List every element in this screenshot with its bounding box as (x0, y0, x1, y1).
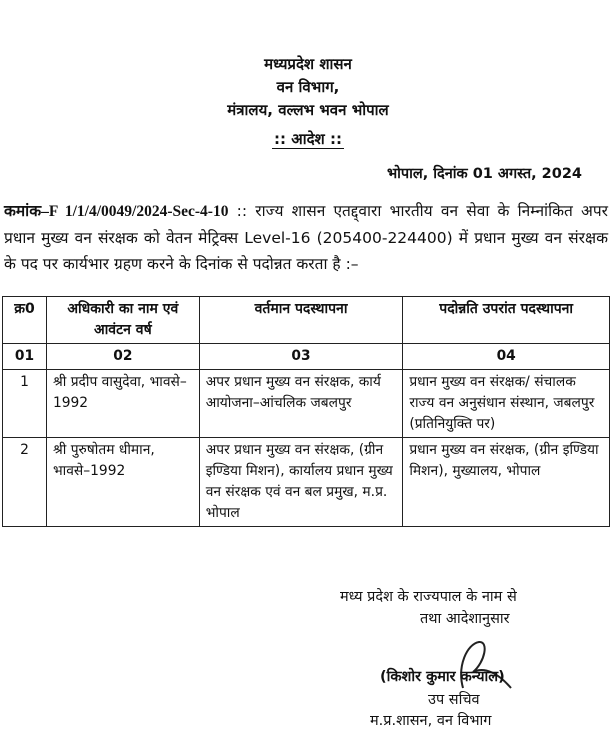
signature-order-line: तथा आदेशानुसार (420, 611, 510, 627)
row-current-posting: अपर प्रधान मुख्य वन संरक्षक, कार्य आयोजना–आंचलिक जबलपुर (199, 370, 403, 438)
table-number-row (3, 344, 610, 370)
table-row (3, 370, 610, 438)
row-promoted-posting: प्रधान मुख्य वन संरक्षक, (ग्रीन इण्डिया मिशन), मुख्यालय, भोपाल (403, 438, 610, 527)
header-line-government: मध्यप्रदेश शासन (264, 55, 352, 73)
order-title (0, 129, 616, 149)
col-number: 01 (3, 344, 47, 370)
row-current-posting: अपर प्रधान मुख्य वन संरक्षक, (ग्रीन इण्डिया मिशन), कार्यालय प्रधान मुख्य वन संरक्षक एवं वन बल प्रमुख, म.प्र. भोपाल (199, 438, 403, 527)
row-promoted-posting: प्रधान मुख्य वन संरक्षक/ संचालक राज्य वन अनुसंधान संस्थान, जबलपुर (प्रतिनियुक्ति पर) (403, 370, 610, 438)
row-officer-name: श्री प्रदीप वासुदेवा, भावसे–1992 (46, 370, 199, 438)
signature-authority-line: मध्य प्रदेश के राज्यपाल के नाम से (340, 589, 517, 605)
header-current-posting: वर्तमान पदस्थापना (199, 297, 403, 344)
order-paragraph (4, 198, 608, 277)
order-title-text: :: आदेश :: (274, 130, 342, 148)
signatory-name: (किशोर कुमार कन्याल) (380, 669, 505, 685)
col-number: 04 (403, 344, 610, 370)
row-serial: 1 (3, 370, 47, 438)
order-number: कमांक–F 1/1/4/0049/2024-Sec-4-10 (4, 203, 229, 220)
order-date: भोपाल, दिनांक 01 अगस्त, 2024 (386, 166, 582, 182)
table-row (3, 438, 610, 527)
row-officer-name: श्री पुरुषोतम धीमान, भावसे–1992 (46, 438, 199, 527)
row-serial: 2 (3, 438, 47, 527)
header-line-address: मंत्रालय, वल्लभ भवन भोपाल (227, 101, 389, 119)
signatory-department: म.प्र.शासन, वन विभाग (370, 713, 492, 729)
col-number: 02 (46, 344, 199, 370)
order-body: :: राज्य शासन एतद्द्वारा भारतीय वन सेवा के निम्नांकित अपर प्रधान मुख्य वन संरक्षक को वेतन मेट्रिक्स Level-16 (205400-224400) में प्रधान मुख्य वन संरक्षक के पद पर कार्यभार ग्रहण करने के दिनांक से पदोन्नत करता है :– (4, 202, 608, 273)
header-officer-name: अधिकारी का नाम एवं आवंटन वर्ष (46, 297, 199, 344)
header-promoted-posting: पदोन्नति उपरांत पदस्थापना (403, 297, 610, 344)
promotion-table (2, 296, 610, 527)
header-line-department: वन विभाग, (276, 78, 340, 96)
col-number: 03 (199, 344, 403, 370)
table-header-row (3, 297, 610, 344)
header-serial: क्र0 (3, 297, 47, 344)
signatory-designation: उप सचिव (428, 692, 480, 708)
